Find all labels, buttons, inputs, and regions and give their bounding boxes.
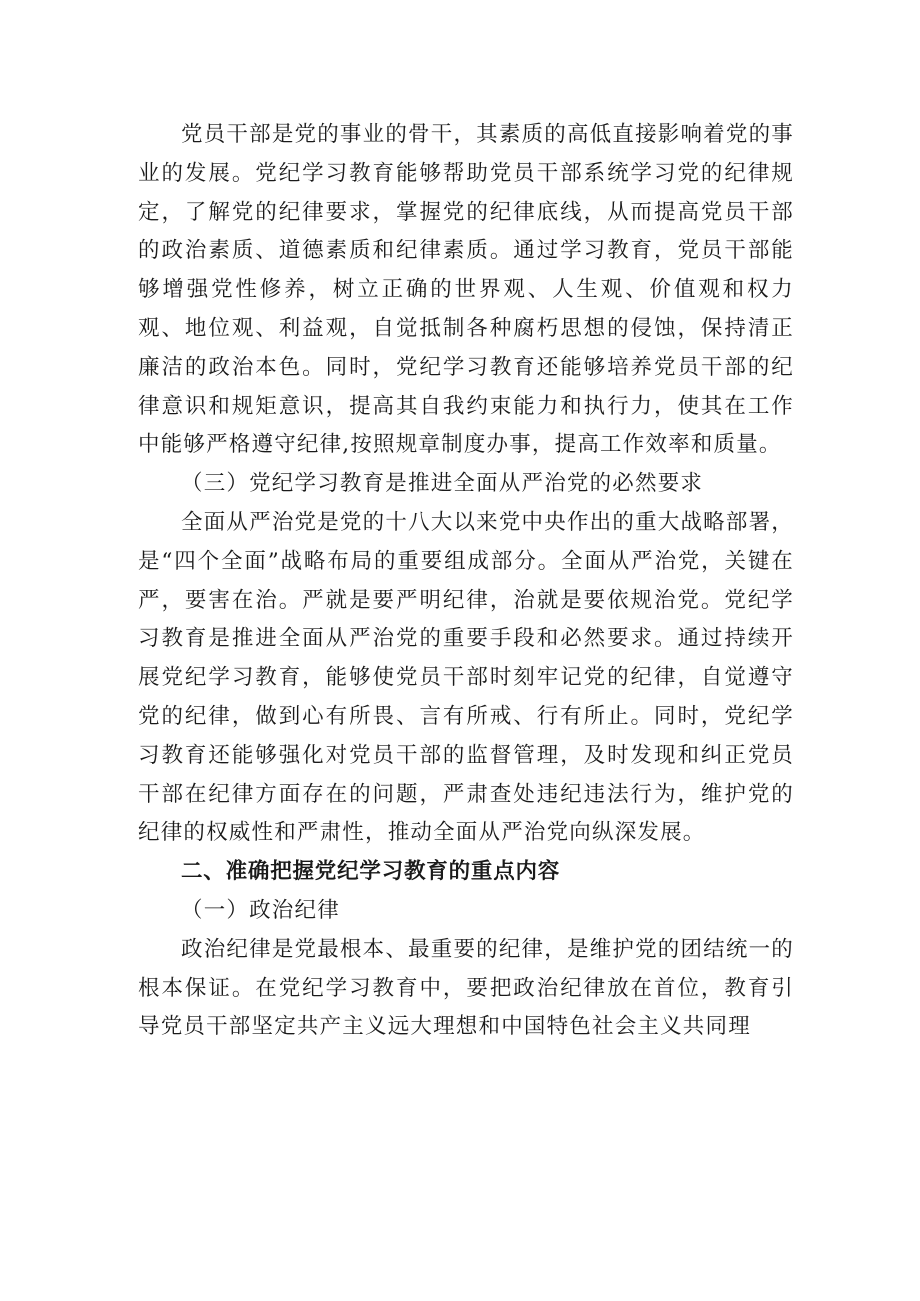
subheading-strict-governance: （三）党纪学习教育是推进全面从严治党的必然要求 <box>181 471 704 497</box>
document-body <box>138 116 794 1047</box>
section-heading-key-content: 二、准确把握党纪学习教育的重点内容 <box>181 859 561 885</box>
paragraph-cadre-quality: 党员干部是党的事业的骨干，其素质的高低直接影响着党的事业的发展。党纪学习教育能够帮助党员干部系统学习党的纪律规定，了解党的纪律要求，掌握党的纪律底线，从而提高党员干部的政治素质、道德素质和纪律素质。通过学习教育，党员干部能够增强党性修养，树立正确的世界观、人生观、价值观和权力观、地位观、利益观，自觉抵制各种腐朽思想的侵蚀，保持清正廉洁的政治本色。同时，党纪学习教育还能够培养党员干部的纪律意识和规矩意识，提高其自我约束能力和执行力，使其在工作中能够严格遵守纪律,按照规章制度办事，提高工作效率和质量。 <box>138 122 794 458</box>
paragraph-strict-governance: 全面从严治党是党的十八大以来党中央作出的重大战略部署，是“四个全面”战略布局的重要组成部分。全面从严治党，关键在严，要害在治。严就是要严明纪律，治就是要依规治党。党纪学习教育是推进全面从严治党的重要手段和必然要求。通过持续开展党纪学习教育，能够使党员干部时刻牢记党的纪律，自觉遵守党的纪律，做到心有所畏、言有所戒、行有所止。同时，党纪学习教育还能够强化对党员干部的监督管理，及时发现和纠正党员干部在纪律方面存在的问题，严肃查处违纪违法行为，维护党的纪律的权威性和严肃性，推动全面从严治党向纵深发展。 <box>138 509 794 846</box>
subheading-political-discipline: （一）政治纪律 <box>181 897 340 923</box>
paragraph-political-discipline: 政治纪律是党最根本、最重要的纪律，是维护党的团结统一的根本保证。在党纪学习教育中，要把政治纪律放在首位，教育引导党员干部坚定共产主义远大理想和中国特色社会主义共同理 <box>138 936 794 1040</box>
